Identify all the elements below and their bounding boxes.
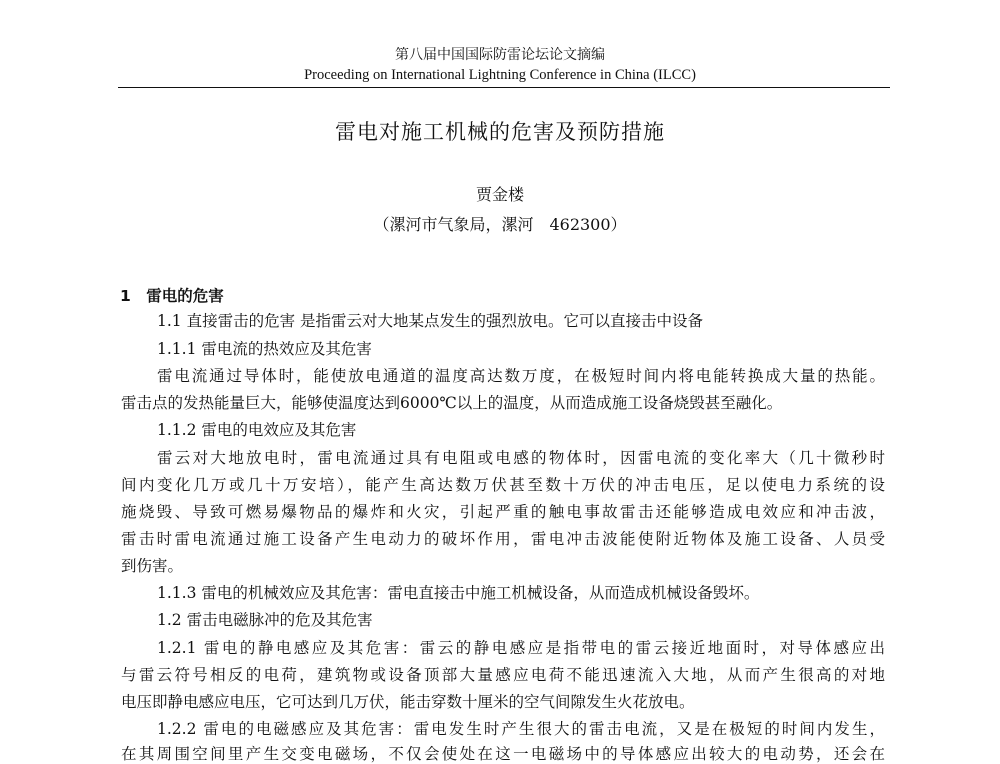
paragraph-1-1-3: 1.1.3 雷电的机械效应及其危害：雷电直接击中施工机械设备，从而造成机械设备毁坏。 (157, 584, 760, 602)
paragraph-line: 1.2.1 雷电的静电感应及其危害：雷云的静电感应是指带电的雷云接近地面时，对导体感应出 (157, 639, 885, 657)
paragraph-line: 雷电流通过导体时，能使放电通道的温度高达数万度，在极短时间内将电能转换成大量的热能。 (157, 367, 885, 385)
paragraph-line: 在其周围空间里产生交变电磁场，不仅会使处在这一电磁场中的导体感应出较大的电动势，还会在 (121, 745, 885, 763)
subsection-heading-1-2: 1.2 雷击电磁脉冲的危及其危害 (157, 611, 373, 629)
running-header-english: Proceeding on International Lightning Conference in China (ILCC) (304, 67, 696, 83)
author-affiliation: （漯河市气象局，漯河 462300） (373, 215, 627, 234)
paragraph-line: 间内变化几万或几十万安培），能产生高达数万伏甚至数十万伏的冲击电压，足以使电力系统的设 (121, 476, 885, 494)
paragraph-line: 施烧毁、导致可燃易爆物品的爆炸和火灾，引起严重的触电事故雷击还能够造成电效应和冲击波， (121, 503, 885, 521)
section-heading-1: 1 雷电的危害 (120, 287, 224, 305)
paragraph-line: 雷云对大地放电时，雷电流通过具有电阻或电感的物体时，因雷电流的变化率大（几十微秒时 (157, 449, 885, 467)
paragraph-1-1: 1.1 直接雷击的危害 是指雷云对大地某点发生的强烈放电。它可以直接击中设备 (157, 312, 704, 330)
paragraph-line: 电压即静电感应电压，它可达到几万伏，能击穿数十厘米的空气间隙发生火花放电。 (121, 693, 695, 711)
paragraph-line: 到伤害。 (121, 557, 184, 575)
header-rule (118, 87, 890, 88)
subsection-heading-1-1-1: 1.1.1 雷电流的热效应及其危害 (157, 340, 372, 358)
paragraph-line: 雷击时雷电流通过施工设备产生电动力的破坏作用，雷电冲击波能使附近物体及施工设备、人员受 (121, 530, 885, 548)
running-header-chinese: 第八届中国国际防雷论坛论文摘编 (395, 47, 605, 63)
subsection-heading-1-1-2: 1.1.2 雷电的电效应及其危害 (157, 421, 357, 439)
paragraph-line: 雷击点的发热能量巨大，能够使温度达到6000℃以上的温度，从而造成施工设备烧毁甚至融化。 (121, 394, 783, 412)
paragraph-line: 与雷云符号相反的电荷，建筑物或设备顶部大量感应电荷不能迅速流入大地，从而产生很高的对地 (121, 666, 885, 684)
paragraph-line: 1.2.2 雷电的电磁感应及其危害：雷电发生时产生很大的雷击电流，又是在极短的时间内发生， (157, 720, 885, 738)
author-name: 贾金楼 (475, 185, 524, 204)
paper-title: 雷电对施工机械的危害及预防措施 (335, 120, 665, 144)
